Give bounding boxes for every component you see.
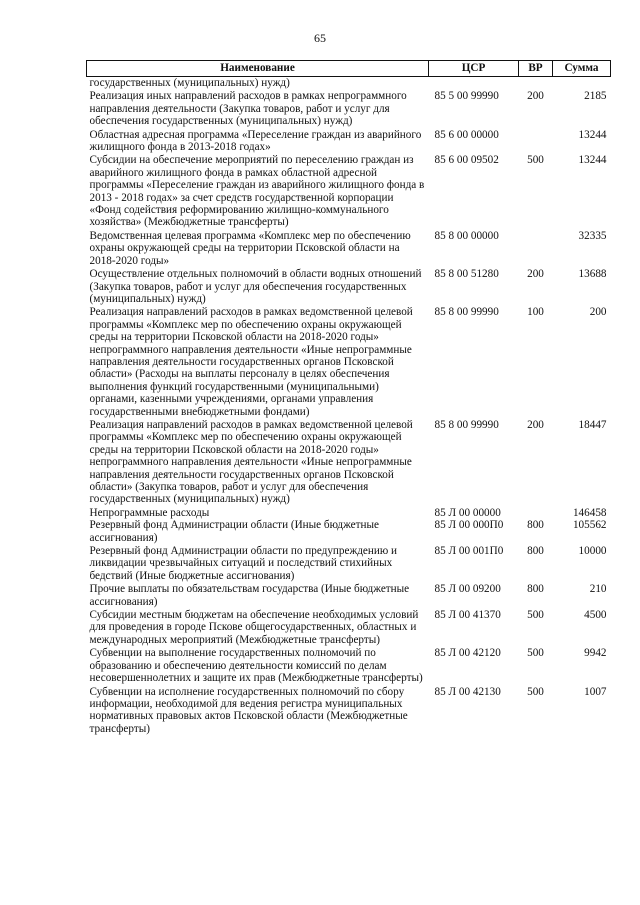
table-row <box>87 129 611 155</box>
row-name: Реализация направлений расходов в рамках ведомственной целевой программы «Комплекс мер по обеспечению охраны окружающей среды на территории Псковской области на 2018-2020 годы» непрограммного направления деятельности «Иные непрограммные направления деятельности государственных органов Псковской области» (Расходы на выплаты персоналу в целях обеспечения выполнения функций государственными (муниципальными) органами, казенными учреждениями, органами управления государственными внебюджетными фондами) <box>89 306 413 418</box>
row-csr: 85 6 00 09502 <box>434 154 499 167</box>
table-row <box>87 230 611 268</box>
header-vr: ВР <box>519 61 553 77</box>
row-vr <box>519 507 553 519</box>
row-vr: 500 <box>527 685 544 698</box>
row-csr: 85 8 00 99990 <box>434 418 499 431</box>
table-row <box>87 686 611 737</box>
row-sum <box>553 77 611 91</box>
row-vr: 500 <box>527 154 544 167</box>
page-number: 65 <box>314 31 326 45</box>
row-name: Субвенции на исполнение государственных полномочий по сбору информации, необходимой для ведения регистра муниципальных нормативных правовых актов Псковской области (Межбюджетные трансферты) <box>89 685 408 735</box>
row-vr: 200 <box>527 418 544 431</box>
row-vr: 200 <box>527 268 544 281</box>
row-sum: 13244 <box>578 128 607 141</box>
row-sum: 2185 <box>584 90 607 103</box>
row-sum: 4500 <box>584 609 607 622</box>
row-csr: 85 Л 00 001П0 <box>434 545 504 558</box>
row-csr: 85 Л 00 42120 <box>434 647 501 660</box>
row-name: Резервный фонд Администрации области по предупреждению и ликвидации чрезвычайных ситуаций и последствий стихийных бедствий (Иные бюджетные ассигнования) <box>89 545 397 582</box>
row-sum: 13688 <box>578 268 607 281</box>
table-row <box>87 306 611 419</box>
header-sum: Сумма <box>553 61 611 77</box>
header-csr: ЦСР <box>429 61 519 77</box>
row-sum: 146458 <box>572 506 607 519</box>
table-row <box>87 647 611 685</box>
row-name: Субвенции на выполнение государственных полномочий по образованию и обеспечению деятельности комиссий по делам несовершеннолетних и защите их прав (Межбюджетные трансферты) <box>89 647 423 685</box>
row-csr: 85 8 00 51280 <box>434 268 499 281</box>
row-vr: 500 <box>527 647 544 660</box>
row-name: Осуществление отдельных полномочий в области водных отношений (Закупка товаров, работ и услуг для обеспечения государственных (муниципальных) нужд) <box>89 268 422 305</box>
row-csr: 85 Л 00 000П0 <box>434 519 504 532</box>
row-vr <box>519 230 553 268</box>
row-vr: 500 <box>527 609 544 622</box>
row-name: Областная адресная программа «Переселение граждан из аварийного жилищного фонда в 2013-2018 годах» <box>89 128 422 154</box>
row-name: Ведомственная целевая программа «Комплекс мер по обеспечению охраны окружающей среды на территории Псковской области на 2018-2020 годы» <box>89 229 411 267</box>
table-header-row <box>87 61 611 77</box>
row-sum: 18447 <box>578 418 607 431</box>
table-row <box>87 507 611 519</box>
row-csr <box>429 77 519 91</box>
row-sum: 32335 <box>578 229 607 242</box>
row-sum: 105562 <box>572 519 607 532</box>
table-row <box>87 419 611 507</box>
row-csr: 85 8 00 99990 <box>434 306 499 319</box>
row-vr <box>519 129 553 155</box>
row-sum: 13244 <box>578 154 607 167</box>
table-row <box>87 77 611 91</box>
row-name: Реализация иных направлений расходов в рамках непрограммного направления деятельности (Закупка товаров, работ и услуг для обеспечения государственных (муниципальных) нужд) <box>89 90 407 128</box>
budget-table <box>86 60 611 736</box>
row-csr: 85 Л 00 41370 <box>434 609 501 622</box>
row-vr: 200 <box>527 90 544 103</box>
row-vr: 800 <box>527 545 544 558</box>
row-sum: 10000 <box>578 545 607 558</box>
row-vr: 100 <box>527 306 544 319</box>
row-vr: 800 <box>527 583 544 596</box>
table-row <box>87 519 611 545</box>
table-row <box>87 268 611 306</box>
row-csr: 85 8 00 00000 <box>434 229 499 242</box>
row-sum: 200 <box>589 306 607 319</box>
header-name: Наименование <box>87 61 429 77</box>
row-vr <box>519 77 553 91</box>
table-row <box>87 545 611 583</box>
row-csr: 85 Л 00 09200 <box>434 583 501 596</box>
row-sum: 1007 <box>584 685 607 698</box>
row-csr: 85 5 00 99990 <box>434 90 499 103</box>
row-sum: 9942 <box>584 647 607 660</box>
table-row <box>87 90 611 128</box>
row-name: Непрограммные расходы <box>89 506 210 519</box>
row-csr: 85 Л 00 00000 <box>434 506 501 519</box>
row-name: государственных (муниципальных) нужд) <box>89 77 290 89</box>
table-row <box>87 609 611 647</box>
row-name: Резервный фонд Администрации области (Иные бюджетные ассигнования) <box>89 519 380 544</box>
row-sum: 210 <box>589 583 607 596</box>
row-vr: 800 <box>527 519 544 532</box>
row-name: Субсидии на обеспечение мероприятий по переселению граждан из аварийного жилищного фонда в рамках областной адресной программы «Переселение граждан из аварийного жилищного фонда в 2013 - 2018 годах» за счет средств государственной корпорации «Фонд содействия реформированию жилищно-коммунального хозяйства» (Межбюджетные трансферты) <box>89 154 425 229</box>
row-csr: 85 Л 00 42130 <box>434 685 501 698</box>
table-row <box>87 583 611 609</box>
row-name: Прочие выплаты по обязательствам государства (Иные бюджетные ассигнования) <box>89 583 410 608</box>
table-row <box>87 154 611 229</box>
row-csr: 85 6 00 00000 <box>434 128 499 141</box>
row-name: Субсидии местным бюджетам на обеспечение необходимых условий для проведения в городе Пскове общегосударственных, областных и международных мероприятий (Межбюджетные трансферты) <box>89 609 419 646</box>
row-name: Реализация направлений расходов в рамках ведомственной целевой программы «Комплекс мер по обеспечению охраны окружающей среды на территории Псковской области на 2018-2020 годы» непрограммного направления деятельности «Иные непрограммные направления деятельности государственных органов Псковской области» (Закупка товаров, работ и услуг для обеспечения государственных (муниципальных) нужд) <box>89 418 413 506</box>
